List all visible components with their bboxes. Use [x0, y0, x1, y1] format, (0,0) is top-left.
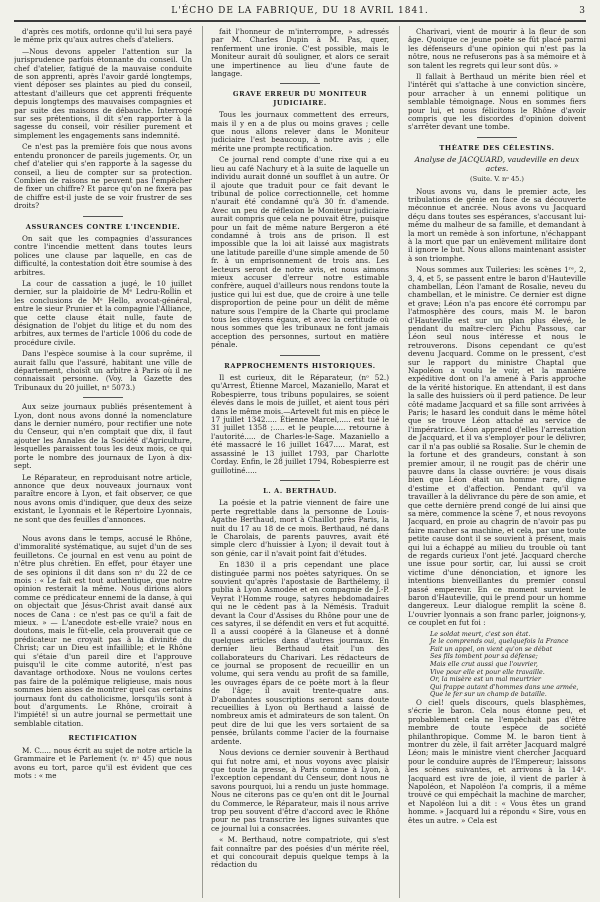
paragraph: Nous avons vu, dans le premier acte, les tribulations de génie en face de sa découverte méconnue et ancrée. Nous avons vu Jacquard déçu dans toutes ses espérances, s'accusant lui-même du malheur de sa famille, et demandant à la mort un remède à son infortune, n'échappant à la mort que par un enlèvement militaire dont il ignore le but. Nous allons maintenant assister à son triomphe.: [408, 186, 586, 263]
paragraph: M. C..... nous écrit au sujet de notre article la Grammaire et le Parlement (v. nᵒ 45) que nous avons eu tort, parce qu'il est évident que ces mots : « me: [14, 745, 192, 780]
paragraph: La poésie et la patrie viennent de faire une perte regrettable dans la personne de Louis-Agathe Berthaud, mort à Chaillot près Paris, la nuit du 17 au 18 de ce mois. Berthaud, né dans le Charolais, de parents pauvres, avait été simple clerc d'huissier à Lyon; il devait tout à son génie, car il n'avait point fait d'études.: [211, 498, 389, 558]
paragraph: Il est curieux, dit le Réparateur, (nᵒ 52.) qu'Arrest, Étienne Marcel, Mazaniello, Marat et Robespierre, tous tribuns populaires, se soient élevés dans le mois de juillet, et aient tous péri dans le même mois.—Artevelt fut mis en pièce le 17 juillet 1342..... Étienne Marcel,..... est tué le 31 juillet 1358 ;..... et le peuple..... retourne à l'autorité..... de Charles-le-Sage. Mazaniello a été massacré le 16 juillet 1647..... Marat, est assassiné le 13 juillet 1793, par Charlotte Corday. Enfin, le 28 juillet 1794, Robespierre est guillotiné.....: [211, 373, 389, 475]
separator: [477, 137, 517, 138]
column-divider: [202, 26, 203, 898]
section-heading: ASSURANCES CONTRE L'INCENDIE.: [25, 222, 181, 231]
column-2: [211, 28, 389, 896]
separator: [280, 355, 320, 356]
paragraph: Nous avons dans le temps, accusé le Rhône, d'immoralité systématique, au sujet d'un de ses feuilletons. Ce journal en est venu au point de n'être plus chrétien. En effet, pour étayer une de ses opinions il dit dans son nᵒ du 22 de ce mois : « Le fait est tout authentique, que notre opinion resterait la même. Nous dirions alors comme ce prédicateur ennemi de la danse, à qui on objectait que Jésus-Christ avait dansé aux noces de Cana : ce n'est pas ce qu'il a fait de mieux. » — L'anecdote est-elle vraie? nous en doutons, mais le fût-elle, cela prouverait que ce prédicateur ne croyait pas à la divinité du Christ; car un Dieu est infaillible; et le Rhône qui s'étaie d'un pareil dire et l'approuve puisqu'il le cite comme autorité, n'est pas davantage orthodoxe. Nous ne voulons certes pas faire de la polémique religieuse, mais nous sommes bien aises de montrer quel cas certains journaux font du catholicisme, lorsqu'ils sont à bout d'arguments. Le Rhône, croirait à l'impiété! si un autre journal se permettait une semblable citation.: [14, 533, 192, 728]
article-subtitle: Analyse de JACQUARD, vaudeville en deux actes.: [414, 155, 580, 173]
continuation-note: (Suite. V. nᵒ 45.): [470, 175, 524, 184]
verse-line: Fait un appel, on vient qu'on se débat: [430, 644, 553, 653]
paragraph: Aux seize journaux publiés présentement à Lyon, dont nous avons donné la nomenclature dans le dernier numéro, pour rectifier une note du Censeur, qui n'en comptait que dix, il faut ajouter les Annales de la Société d'Agriculture, lesquelles paraissent tous les deux mois, ce qui porte le nombre des journaux de Lyon à dix-sept.: [14, 402, 192, 471]
separator: [280, 480, 320, 481]
section-heading: THÉATRE DES CÉLESTINS.: [439, 143, 555, 152]
paragraph: fait l'honneur de m'interrompre, » adressés par M. Charles Dupin à M. Pas, quer, renferment une ironie. C'est possible, mais le Moniteur aurait dû souligner, et alors ce serait une impertinence au lieu d'une faute de langage.: [211, 28, 389, 79]
paragraph: La cour de cassation a jugé, le 10 juillet dernier, sur la plaidoirie de Mᵉ Ledru-Rollin et les conclusions de Mᵉ Hello, avocat-général, entre le sieur Prunier et la compagnie l'Alliance, que cette clause était nulle, faute de désignation de l'objet du litige et du nom des arbitres, aux termes de l'article 1006 du code de procédure civile.: [14, 278, 192, 347]
column-3: [408, 28, 586, 896]
paragraph: « M. Berthaud, notre compatriote, qui s'est fait connaître par des poésies d'un mérite réel, et qui concourait depuis quelque temps à la rédaction du: [211, 835, 389, 870]
section-heading: RECTIFICATION: [68, 734, 138, 743]
column-divider: [399, 26, 400, 898]
paragraph: Il fallait à Berthaud un mérite bien réel et l'intérêt qui s'attache à une conviction sincère, pour arracher à un ennemi politique un semblable témoignage. Nous en sommes fiers pour lui, et nous félicitons le Rhône d'avoir compris que les discordes d'opinion doivent s'arrêter devant une tombe.: [408, 72, 586, 132]
separator: [280, 83, 320, 84]
paragraph: Dans l'espèce soumise à la cour suprême, il aurait fallu que l'assuré, habitant une ville de département, choisît un arbitre à Paris où il ne connaissait personne. (Voy. la Gazette des Tribunaux du 20 juillet, nᵒ 5073.): [14, 349, 192, 392]
verse-line: Or, la misère est un mal meurtrier: [430, 675, 541, 684]
verse-line: Le soldat meurt, c'est son état.: [430, 629, 531, 638]
paragraph: Tous les journaux commettent des erreurs, mais il y en a de plus ou moins graves ; celle que nous allons relever dans le Moniteur judiciaire l'est beaucoup, à notre avis ; elle mérite une prompte rectification.: [211, 110, 389, 153]
paragraph: Le Réparateur, en reproduisant notre article, annonce que deux nouveaux journaux vont paraître encore à Lyon, et fait observer, ce que nous avons omis d'indiquer, que deux des seize existant, le Lyonnais et le Répertoire Lyonnais, ne sont que des feuilles d'annonces.: [14, 472, 192, 524]
paragraph: Ce journal rend compte d'une rixe qui a eu lieu au café Nachury et à la suite de laquelle un individu aurait donné un soufflet à un autre. Or il ajoute que traduit pour ce fait devant le tribunal de police correctionnelle, cet homme n'aurait été condamné qu'à 30 fr. d'amende. Avec un peu de réflexion le Moniteur judiciaire aurait compris que cela ne pouvait être, puisque pour un fait de même nature Bergeron a été condamné à trois ans de prison. Il est impossible que la loi ait laissé aux magistrats une latitude pareille d'une simple amende de 50 fr. à un emprisonnement de trois ans. Les lecteurs seront de notre avis, et nous aimons mieux accuser d'erreur notre estimable confrère, auquel d'ailleurs nous rendons toute la justice qui lui est due, que de croire à une telle disproportion de peine pour un délit de même nature sous l'empire de la Charte qui proclame tous les citoyens égaux, et avec la certitude où nous sommes que les tribunaux ne font jamais acception des personnes, surtout en matière pénale.: [211, 155, 389, 350]
verse-line: Mais elle crut aussi que l'ouvrier,: [430, 660, 538, 668]
verse-line: Je le comprends oui, quelquefois la France: [430, 637, 569, 646]
paragraph: d'après ces motifs, ordonne qu'il lui sera payé le même prix qu'aux autres chefs d'ateliers.: [14, 28, 192, 45]
paragraph: Nous sommes aux Tuileries: les scènes 1ʳᵉ, 2, 3, 4, et 5, se passent entre le baron d'Hauteville chambellan, Léon l'amant de Rosalie, neveu du chambellan, et le ministre. Ce dernier est digne et grave; Léon n'a pas encore été corrompu par l'atmosphère des cours, mais M. le baron d'Hauteville est sur un plan plus élevé, le pendant du maître-clerc Pichu Passous, car Léon seul nous intéresse et nous le retrouverons. Disons cependant ce qu'est devenu Jacquard. Comme on le pressent, c'est sur le rapport du ministre Chaptal que Napoléon a voulu le voir, et la manière expéditive dont on l'a amené à Paris approche de la vérité historique. En attendant, il est dans la salle des huissiers où il perd patience. De leur côté madame Jacquard et sa fille sont arrivées à Paris; le hasard les conduit dans le même hôtel que se trouve Léon attaché au service de l'impératrice. Léon apprend d'elles l'arrestation de Jacquard, et il va s'employer pour le délivrer, car il n'a pas oublié sa Rosalie. Sur le chemin de la fortune et des grandeurs, constant à son premier amour, il ne rougit pas de chérir une pauvre dans la classe ouvrière: je vous disais bien que Léon était un homme rare, digne d'estime et d'affection. Pendant qu'il va travailler à la délivrance du père de son amie, et que cette dernière prend congé de lui ainsi que sa mère, commence la scène 7, et nous revoyons Jacquard, en proie au chagrin de n'avoir pas pu faire marcher sa machine, et cela, par une toute petite cause dont il se souvient à présent, mais qui lui a échappé au milieu du trouble où tant de regards curieux l'ont jeté. Jacquard cherche une issue pour sortir, car, lui aussi se croit victime d'une dénonciation, et ignore les intentions bienveillantes du premier consul passé empereur. En ce moment survient le baron d'Hauteville, qui le prend pour un homme dangereux. Leur dialogue remplit la scène 8. L'ouvrier lyonnais a son franc parler, joignons-y, ce couplet en fut foi :: [408, 265, 586, 628]
paragraph: Nous devions ce dernier souvenir à Berthaud qui fut notre ami, et nous voyons avec plaisir que toute la presse, à Paris comme à Lyon, à l'exception cependant du Censeur, dont nous ne savons pourquoi, lui a rendu un juste hommage. Nous ne citerons pas ce qu'en ont dit le Journal du Commerce, le Réparateur, mais il nous arrive trop peu souvent d'être d'accord avec le Rhône pour ne pas transcrire les lignes suivantes que ce journal lui a consacrées.: [211, 748, 389, 833]
verse-block: [408, 631, 586, 699]
section-heading: GRAVE ERREUR DU MONITEUR JUDICIAIRE.: [232, 90, 368, 107]
separator: [83, 216, 123, 217]
verse-line: Ses fils tombent pour sa défense;: [430, 652, 538, 661]
page-title: L'ÉCHO DE LA FABRIQUE, DU 18 AVRIL 1841.: [171, 6, 429, 16]
paragraph: Charivari, vient de mourir à la fleur de son âge. Quoique ce jeune poète se fût placé parmi les défenseurs d'une opinion qui n'est pas la nôtre, nous ne refuserons pas à sa mémoire et à son talent les regrets qui leur sont dûs. »: [408, 28, 586, 70]
paragraph: —Nous devons appeler l'attention sur la jurisprudence parfois étonnante du conseil. Un chef d'atelier, fatigué de la mauvaise conduite de son apprenti, après l'avoir gardé longtemps, vient déposer ses plaintes au pied du conseil, attestant d'ailleurs que cet apprenti fréquente depuis longtemps des mauvaises compagnies et par suite des maisons de débauche. Interrogé sur ses prétentions, il dit s'en rapporter à la sagesse du conseil, voir résilier purement et simplement les engagements sans indemnité.: [14, 46, 192, 140]
separator: [83, 397, 123, 398]
section-heading: RAPPROCHEMENTS HISTORIQUES.: [224, 361, 376, 370]
running-head: [14, 6, 586, 20]
verse-line: Qui frappe autant d'hommes dans une armée,: [430, 682, 579, 691]
header-rule: [14, 20, 586, 22]
verse-line: Que le fer sur un champ de bataille.: [430, 690, 547, 699]
paragraph: Ce n'est pas la première fois que nous avons entendu prononcer de pareils jugements. Or, un chef d'atelier qui s'en rapporte à la sagesse du conseil, a lieu de compter sur sa protection. Combien de raisons ne peuvent pas l'empêcher de fixer un chiffre? Et parce qu'on ne fixera pas de chiffre est-il juste de se voir frustrer de ses droits?: [14, 142, 192, 211]
section-heading: L. A. BERTHAUD.: [263, 486, 337, 495]
verse-line: Vive pour elle et pour elle travaille.: [430, 667, 545, 676]
separator: [83, 529, 123, 530]
paragraph: En 1830 il a pris cependant une place distinguée parmi nos poètes satyriques. On se souvient qu'après l'apostasie de Barthélemy, il publia à Lyon Asmodée et en compagnie de J.-P. Veyrat l'Homme rouge, satyres hebdomadaires qui ne le cèdent pas à la Némésis. Traduit devant la Cour d'Assises du Rhône pour une de ces satyres, il se défendit en vers et fut acquitté. Il a aussi coopéré à la Glaneuse et à donné quelques articles dans d'autres journaux. En dernier lieu Berthaud était l'un des collaborateurs du Charivari. Les rédacteurs de ce journal se proposent de recueillir en un volume, qui sera vendu au profit de sa famille, les ouvrages épars de ce poète mort à la fleur de l'âge; il avait trente-quatre ans. D'abondantes souscriptions seront sans doute recueillies à Lyon où Berthaud a laissé de nombreux amis et admirateurs de son talent. On peut dire de lui que les vers sortaient de sa pensée, brûlants comme l'acier de la fournaise ardente.: [211, 560, 389, 746]
paragraph: On sait que les compagnies d'assurances contre l'incendie mettent dans toutes leurs polices une clause par laquelle, en cas de difficulté, la contestation doit être soumise à des arbitres.: [14, 233, 192, 277]
paragraph: O ciel! quels discours, quels blasphèmes, s'écrie le baron. Cela nous étonne peu, et probablement cela ne l'empêchait pas d'être membre de toute espèce de société philanthropique. Comme M. le baron tient à montrer du zèle, il fait arrêter Jacquard malgré Léon; mais le ministre vient chercher Jacquard pour le conduire auprès de l'Empereur; laissons les scènes suivantes, et arrivons à la 14ᵉ. Jacquard est ivre de joie, il vient de parler à Napoléon, et Napoléon l'a compris, il a même trouvé ce qui empêchait la machine de marcher, et Napoléon lui a dit : « Vous êtes un grand homme. » Jacquard lui a répondu « Sire, vous en êtes un autre. » Cela est: [408, 697, 586, 825]
page-number: 3: [579, 6, 586, 16]
column-1: [14, 28, 192, 896]
